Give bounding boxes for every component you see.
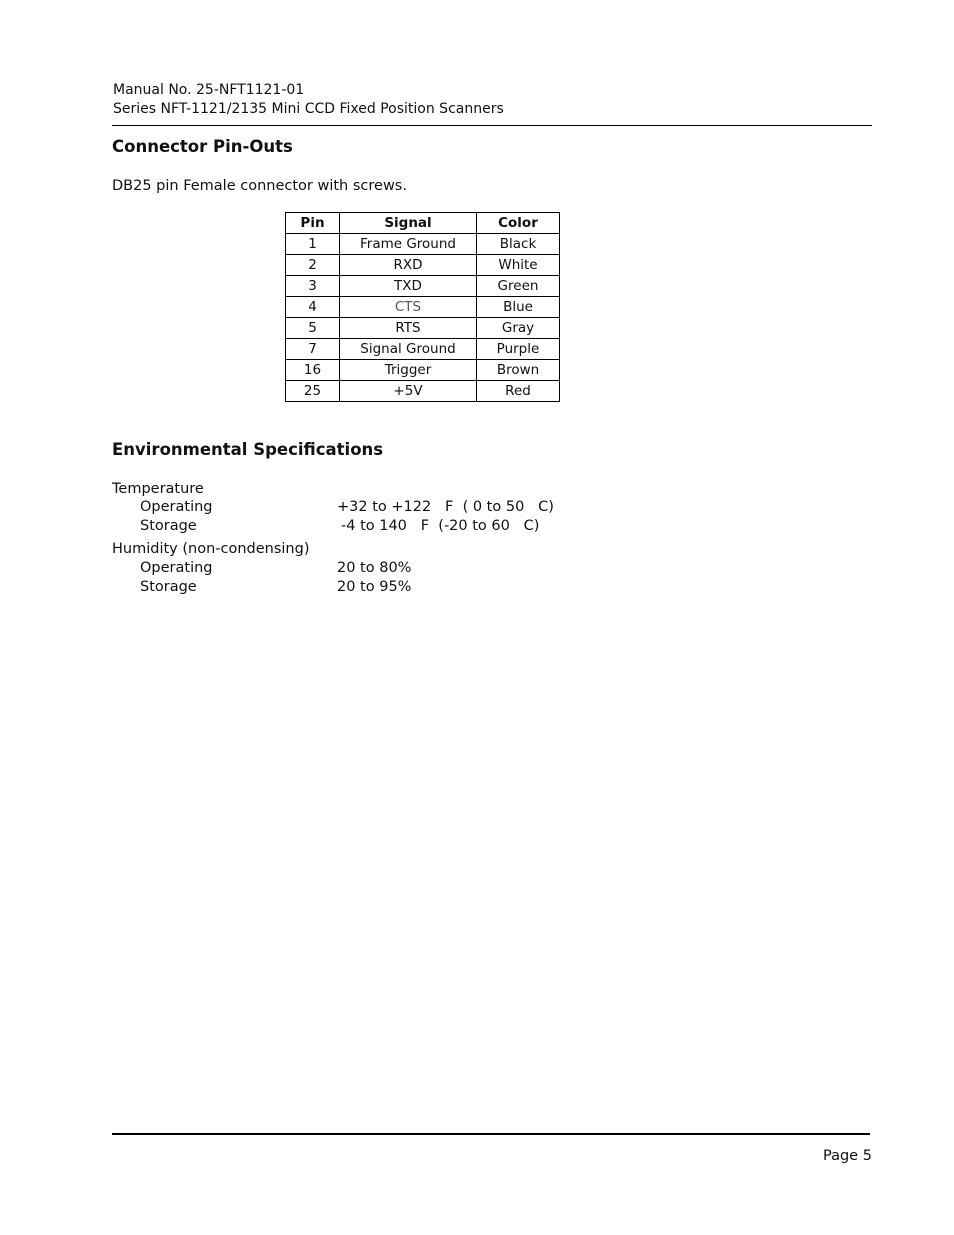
signal-cell: Signal Ground bbox=[340, 339, 477, 360]
temperature-storage-value: -4 to 140 F (-20 to 60 C) bbox=[341, 518, 540, 534]
pin-cell: 2 bbox=[286, 255, 340, 276]
connector-description: DB25 pin Female connector with screws. bbox=[112, 178, 407, 194]
pin-cell: 4 bbox=[286, 297, 340, 318]
table-header-row bbox=[286, 213, 560, 234]
color-cell: Brown bbox=[477, 360, 560, 381]
temperature-operating-label: Operating bbox=[140, 499, 213, 515]
table-row bbox=[286, 276, 560, 297]
pin-cell: 5 bbox=[286, 318, 340, 339]
humidity-operating-label: Operating bbox=[140, 560, 213, 576]
column-header-pin: Pin bbox=[286, 213, 340, 234]
signal-cell: TXD bbox=[340, 276, 477, 297]
color-cell: Black bbox=[477, 234, 560, 255]
table-row bbox=[286, 318, 560, 339]
color-cell: Blue bbox=[477, 297, 560, 318]
color-cell: Red bbox=[477, 381, 560, 402]
column-header-color: Color bbox=[477, 213, 560, 234]
color-cell: Green bbox=[477, 276, 560, 297]
color-cell: Purple bbox=[477, 339, 560, 360]
table-row bbox=[286, 255, 560, 276]
signal-cell: +5V bbox=[340, 381, 477, 402]
table-row bbox=[286, 381, 560, 402]
signal-cell: CTS bbox=[340, 297, 477, 318]
page-number: Page 5 bbox=[823, 1148, 872, 1164]
signal-cell: Frame Ground bbox=[340, 234, 477, 255]
table-row bbox=[286, 339, 560, 360]
humidity-label: Humidity (non-condensing) bbox=[112, 541, 310, 557]
table-row bbox=[286, 234, 560, 255]
pin-cell: 16 bbox=[286, 360, 340, 381]
signal-cell: RXD bbox=[340, 255, 477, 276]
column-header-signal: Signal bbox=[340, 213, 477, 234]
humidity-storage-value: 20 to 95% bbox=[337, 579, 412, 595]
color-cell: White bbox=[477, 255, 560, 276]
footer-rule bbox=[112, 1133, 870, 1135]
table-row bbox=[286, 297, 560, 318]
series-title: Series NFT-1121/2135 Mini CCD Fixed Position Scanners bbox=[113, 101, 504, 117]
connector-heading: Connector Pin-Outs bbox=[112, 137, 293, 156]
table-row bbox=[286, 360, 560, 381]
humidity-operating-value: 20 to 80% bbox=[337, 560, 412, 576]
pinout-table bbox=[285, 212, 560, 402]
header-rule bbox=[112, 125, 872, 126]
humidity-storage-label: Storage bbox=[140, 579, 197, 595]
manual-number: Manual No. 25-NFT1121-01 bbox=[113, 82, 305, 98]
pin-cell: 3 bbox=[286, 276, 340, 297]
color-cell: Gray bbox=[477, 318, 560, 339]
signal-cell: Trigger bbox=[340, 360, 477, 381]
environment-heading: Environmental Specifications bbox=[112, 440, 384, 459]
pin-cell: 1 bbox=[286, 234, 340, 255]
temperature-operating-value: +32 to +122 F ( 0 to 50 C) bbox=[337, 499, 554, 515]
temperature-storage-label: Storage bbox=[140, 518, 197, 534]
pin-cell: 25 bbox=[286, 381, 340, 402]
signal-cell: RTS bbox=[340, 318, 477, 339]
temperature-label: Temperature bbox=[112, 481, 204, 497]
pin-cell: 7 bbox=[286, 339, 340, 360]
